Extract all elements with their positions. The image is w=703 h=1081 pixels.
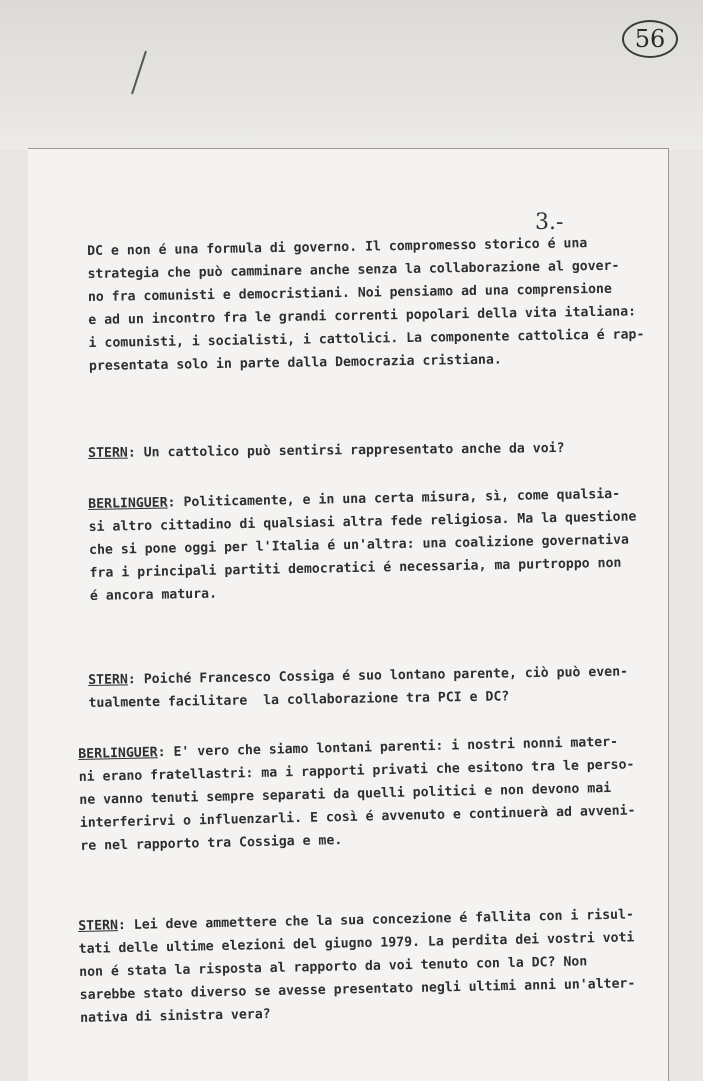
line-text: tati delle ultime elezioni del giugno 1979. La perdita dei vostri voti [78,930,635,957]
line-text: E' vero che siamo lontani parenti: i nostri nonni mater- [173,734,619,760]
line-text: tualmente facilitare la collaborazione tra PCI e DC? [88,689,510,711]
scanned-background [0,0,703,150]
speaker-label: STERN [78,918,119,934]
line-text: non é stata la risposta al rapporto da voi tenuto con la DC? Non [79,954,588,980]
line-text: no fra comunisti e democristiani. Noi pensiamo ad una comprensione [87,281,612,305]
line-text: nativa di sinistra vera? [80,1006,271,1026]
text-line: STERN: Un cattolico può sentirsi rappresentato anche da voi? [88,441,565,461]
page-marker: 3.- [535,210,564,235]
line-text: strategia che può camminare anche senza la collaborazione al gover- [87,258,620,282]
paragraph [78,730,636,858]
page-number-circled: 56 [622,20,678,58]
speaker-label: STERN [88,672,128,688]
speaker-label: BERLINGUER [88,495,168,512]
line-text: Lei deve ammettere che la sua concezione é fallita con i risul- [133,907,635,933]
paragraph [88,661,629,715]
speaker-label: BERLINGUER [78,745,158,762]
line-text: sarebbe stato diverso se avesse presentato negli ultimi anni un'alter- [79,976,636,1003]
paragraph [78,903,636,1030]
line-text: i comunisti, i socialisti, i cattolici. La componente cattolica é rap- [88,327,645,351]
line-text: ni erano fratellastri: ma i rapporti privati che esitono tra le perso- [78,757,635,785]
line-text: presentata solo in parte dalla Democrazia cristiana. [88,352,502,374]
line-text: Poiché Francesco Cossiga é suo lontano parente, ciò può even- [143,664,629,688]
line-text: re nel rapporto tra Cossiga e me. [80,833,343,854]
line-text: e ad un incontro fra le grandi correnti popolari della vita italiana: [88,304,637,328]
text-line: BERLINGUER: E' vero che siamo lontani parenti: i nostri nonni mater- [78,734,619,762]
text-line: STERN: Lei deve ammettere che la sua concezione é fallita con i risul- [78,907,635,934]
paragraph [87,231,645,378]
line-text: si altro cittadino di qualsiasi altra fede religiosa. Ma la questione [88,509,637,535]
line-text: DC e non é una formula di governo. Il compromesso storico é una [87,236,588,259]
paragraph [88,482,638,607]
line-text: é ancora matura. [89,586,218,604]
text-line: BERLINGUER: Politicamente, e in una certa misura, sì, come qualsia- [88,486,621,512]
line-text: che si pone oggi per l'Italia é un'altra: una coalizione governativa [88,532,630,558]
line-text: ne vanno tenuti sempre separati da quelli politici e non devono mai [79,780,612,808]
line-text: Un cattolico può sentirsi rappresentato anche da voi? [143,441,565,461]
line-text: interferirvi o influenzarli. E così é avvenuto e continuerà ad avveni- [79,803,636,831]
line-text: Politicamente, e in una certa misura, sì, come qualsia- [183,486,621,511]
text-line: STERN: Poiché Francesco Cossiga é suo lontano parente, ciò può even- [88,664,629,688]
line-text: fra i principali partiti democratici é necessaria, ma purtroppo non [89,555,622,581]
speaker-label: STERN [88,445,128,461]
